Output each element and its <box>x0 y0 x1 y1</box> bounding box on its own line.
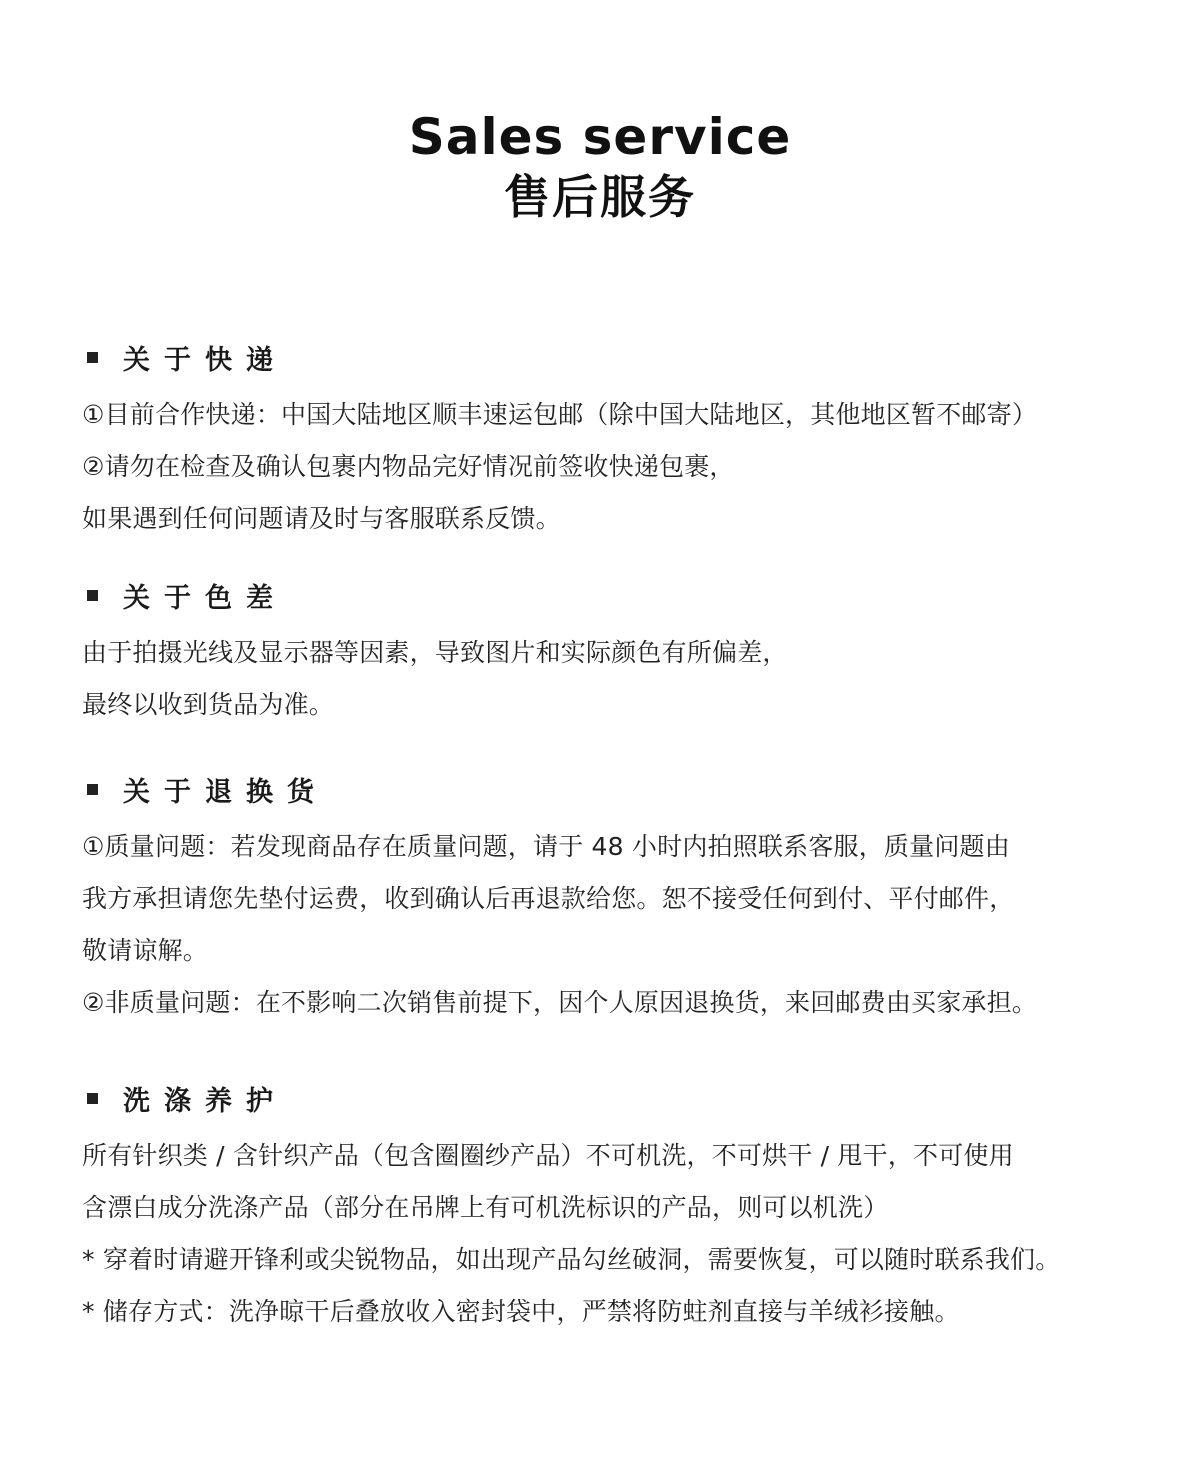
section-color-difference <box>82 575 1142 731</box>
square-bullet-icon <box>87 1093 98 1104</box>
text-line: 最终以收到货品为准。 <box>82 690 335 719</box>
square-bullet-icon <box>87 352 98 363</box>
square-bullet-icon <box>87 590 98 601</box>
page-title-chinese: 售后服务 <box>504 170 696 224</box>
section-body <box>82 389 1142 545</box>
section-heading <box>82 575 1142 615</box>
section-title-express: 关于快递 <box>123 344 287 376</box>
section-heading <box>82 1078 1142 1118</box>
text-line: 如果遇到任何问题请及时与客服联系反馈。 <box>82 504 561 533</box>
section-title-color: 关于色差 <box>123 582 287 614</box>
section-express <box>82 337 1142 545</box>
section-returns <box>82 769 1142 1029</box>
text-line: * 穿着时请避开锋利或尖锐物品，如出现产品勾丝破洞，需要恢复，可以随时联系我们。 <box>82 1245 1061 1274</box>
section-body <box>82 1130 1142 1338</box>
section-title-washing: 洗涤养护 <box>123 1085 287 1117</box>
text-line: * 储存方式：洗净晾干后叠放收入密封袋中，严禁将防蛀剂直接与羊绒衫接触。 <box>82 1297 960 1326</box>
page-header <box>0 108 1200 226</box>
text-line: 敬请谅解。 <box>82 936 209 965</box>
section-title-returns: 关于退换货 <box>123 776 328 808</box>
text-line: ①目前合作快递：中国大陆地区顺丰速运包邮（除中国大陆地区，其他地区暂不邮寄） <box>82 400 1038 429</box>
text-line: 我方承担请您先垫付运费，收到确认后再退款给您。恕不接受任何到付、平付邮件， <box>82 884 1015 913</box>
page-title-english: Sales service <box>408 108 792 166</box>
text-line: ②非质量问题：在不影响二次销售前提下，因个人原因退换货，来回邮费由买家承担。 <box>82 988 1038 1017</box>
text-line: 含漂白成分洗涤产品（部分在吊牌上有可机洗标识的产品，则可以机洗） <box>82 1193 889 1222</box>
text-line: ①质量问题：若发现商品存在质量问题，请于 48 小时内拍照联系客服，质量问题由 <box>82 832 1010 861</box>
section-body <box>82 821 1142 1029</box>
section-heading <box>82 769 1142 809</box>
section-body <box>82 627 1142 731</box>
section-heading <box>82 337 1142 377</box>
text-line: 由于拍摄光线及显示器等因素，导致图片和实际颜色有所偏差， <box>82 638 788 667</box>
text-line: ②请勿在检查及确认包裹内物品完好情况前签收快递包裹， <box>82 452 735 481</box>
section-washing-care <box>82 1078 1142 1338</box>
text-line: 所有针织类 / 含针织产品（包含圈圈纱产品）不可机洗，不可烘干 / 甩干，不可使用 <box>82 1141 1014 1170</box>
square-bullet-icon <box>87 784 98 795</box>
